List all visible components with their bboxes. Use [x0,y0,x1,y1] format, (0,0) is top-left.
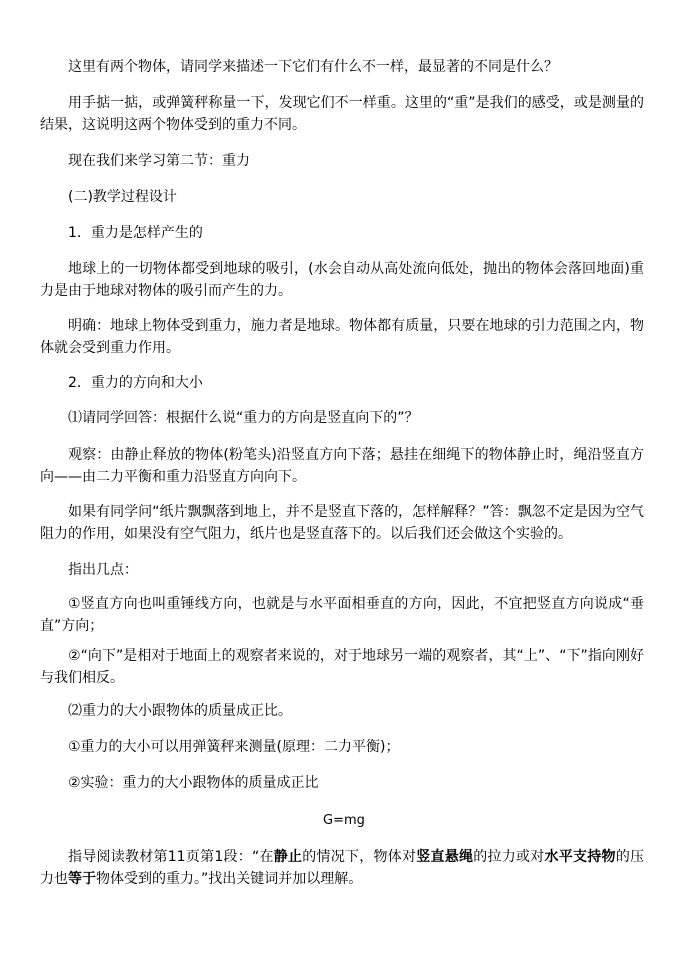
paragraph-point-downward: ②“向下”是相对于地面上的观察者来说的，对于地球另一端的观察者，其“上”、“下”指向刚好与我们相反。 [40,648,644,686]
keyword-equals: 等于 [68,871,96,887]
paragraph-intro-question: 这里有两个物体，请同学来描述一下它们有什么不一样，最显著的不同是什么？ [68,59,558,75]
section-heading-teaching-process: (二)教学过程设计 [68,189,177,205]
reading-guide-text-2: 的情况下，物体对 [302,849,417,865]
paragraph-earth-attraction: 地球上的一切物体都受到地球的吸引，(水会自动从高处流向低处，抛出的物体会落回地面)重力是由于地球对物体的吸引而产生的力。 [40,261,644,299]
paragraph-observation: 观察：由静止释放的物体(粉笔头)沿竖直方向下落；悬挂在细绳下的物体静止时，绳沿竖直方向——由二力平衡和重力沿竖直方向向下。 [40,447,644,485]
paragraph-experiment: ②实验：重力的大小跟物体的质量成正比 [68,775,319,791]
reading-guide-text-4: 的压力也 [40,849,645,887]
reading-guide-text-5: 物体受到的重力。”找出关键词并加以理解。 [96,871,363,887]
keyword-static: 静止 [273,849,303,865]
subheading-gravity-origin: 1．重力是怎样产生的 [68,225,203,241]
subheading-direction-magnitude: 2．重力的方向和大小 [68,375,203,391]
paragraph-paper-falling: 如果有同学问“纸片飘飘落到地上，并不是竖直下落的，怎样解释？”答：飘忽不定是因为空气阻力的作用，如果没有空气阻力，纸片也是竖直落下的。以后我们还会做这个实验的。 [40,504,644,542]
paragraph-clarify-gravity: 明确：地球上物体受到重力，施力者是地球。物体都有质量，只要在地球的引力范围之内，物体就会受到重力作用。 [40,318,644,356]
paragraph-weigh-objects: 用手掂一掂，或弹簧秤称量一下，发现它们不一样重。这里的“重”是我们的感受，或是测量的结果，这说明这两个物体受到的重力不同。 [40,95,644,133]
keyword-vertical-rope: 竖直悬绳 [416,849,474,865]
paragraph-spring-scale: ①重力的大小可以用弹簧秤来测量(原理：二力平衡)； [68,739,400,755]
paragraph-lesson-intro: 现在我们来学习第二节：重力 [68,153,250,169]
paragraph-reading-guide [40,846,644,890]
formula-g-equals-mg: G=mg [323,813,365,828]
paragraph-points-heading: 指出几点： [68,562,138,578]
reading-guide-text-3: 的拉力或对 [473,849,545,865]
keyword-horizontal-support: 水平支持物 [544,849,616,865]
paragraph-question-direction: ⑴请同学回答：根据什么说“重力的方向是竖直向下的”？ [68,410,419,426]
paragraph-point-vertical: ①竖直方向也叫重锤线方向，也就是与水平面相垂直的方向，因此，不宜把竖直方向说成“垂直”方向； [40,596,644,634]
reading-guide-text-1: 指导阅读教材第11页第1段：“在 [68,849,274,865]
paragraph-magnitude-proportional: ⑵重力的大小跟物体的质量成正比。 [68,703,292,719]
